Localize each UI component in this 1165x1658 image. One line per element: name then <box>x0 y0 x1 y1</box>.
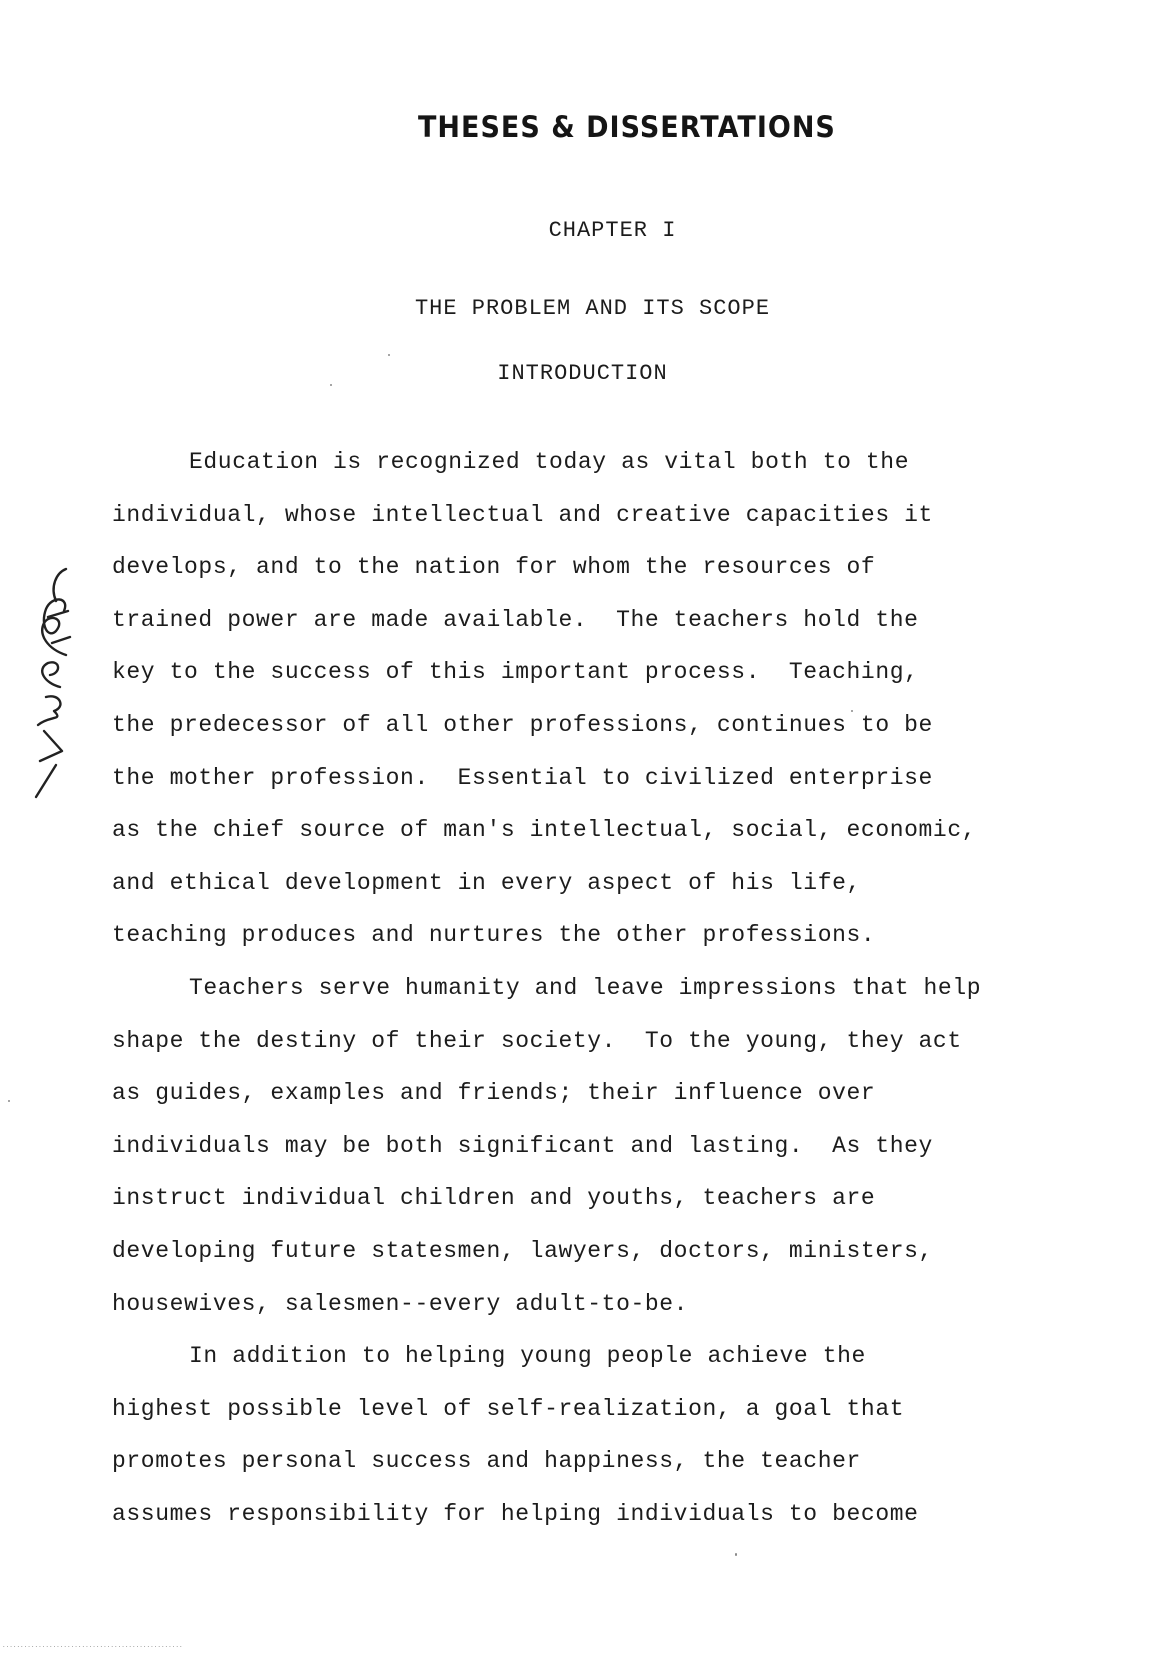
paragraph-2-line: developing future statesmen, lawyers, doctors, ministers, <box>112 1237 933 1264</box>
paragraph-1-line: the predecessor of all other professions, continues to be <box>112 711 933 738</box>
scan-speck <box>330 384 332 386</box>
paragraph-1-line: key to the success of this important process. Teaching, <box>112 659 919 686</box>
paragraph-1-line: trained power are made available. The teachers hold the <box>112 606 919 633</box>
paragraph-3-line: In addition to helping young people achieve the <box>189 1343 866 1370</box>
paragraph-1-line: as the chief source of man's intellectual, social, economic, <box>112 817 977 844</box>
scan-speck <box>735 1553 737 1556</box>
paragraph-2-line: housewives, salesmen--every adult-to-be. <box>112 1290 689 1317</box>
paragraph-1-line: and ethical development in every aspect of his life, <box>112 869 861 896</box>
scan-speck <box>388 354 390 356</box>
paragraph-1-line: teaching produces and nurtures the other professions. <box>112 922 876 949</box>
paragraph-3-line: highest possible level of self-realization, a goal that <box>112 1395 905 1422</box>
scan-speck <box>8 1100 10 1102</box>
paragraph-2-line: shape the destiny of their society. To the young, they act <box>112 1027 962 1054</box>
paragraph-2-line: as guides, examples and friends; their influence over <box>112 1080 876 1107</box>
scan-speck <box>851 710 853 712</box>
body-text <box>112 436 1132 1540</box>
paragraph-1-line: the mother profession. Essential to civilized enterprise <box>112 764 933 791</box>
paragraph-2-line: individuals may be both significant and lasting. As they <box>112 1132 933 1159</box>
theses-dissertations-stamp: THESES & DISSERTATIONS <box>418 110 836 145</box>
chapter-heading: CHAPTER I <box>548 218 677 243</box>
paragraph-1-line: Education is recognized today as vital both to the <box>189 449 910 475</box>
scan-footer: .................................................. <box>2 1642 183 1649</box>
paragraph-1-line: individual, whose intellectual and creative capacities it <box>112 501 933 528</box>
paragraph-3-line: promotes personal success and happiness, the teacher <box>112 1448 861 1475</box>
paragraph-3-line: assumes responsibility for helping individuals to become <box>112 1500 919 1527</box>
problem-heading: THE PROBLEM AND ITS SCOPE <box>414 296 771 321</box>
paragraph-2-line: instruct individual children and youths, teachers are <box>112 1185 876 1212</box>
introduction-heading: INTRODUCTION <box>497 361 668 386</box>
handwritten-call-number-icon <box>26 565 78 800</box>
paragraph-1-line: develops, and to the nation for whom the resources of <box>112 554 876 581</box>
paragraph-2-line: Teachers serve humanity and leave impressions that help <box>189 974 982 1001</box>
